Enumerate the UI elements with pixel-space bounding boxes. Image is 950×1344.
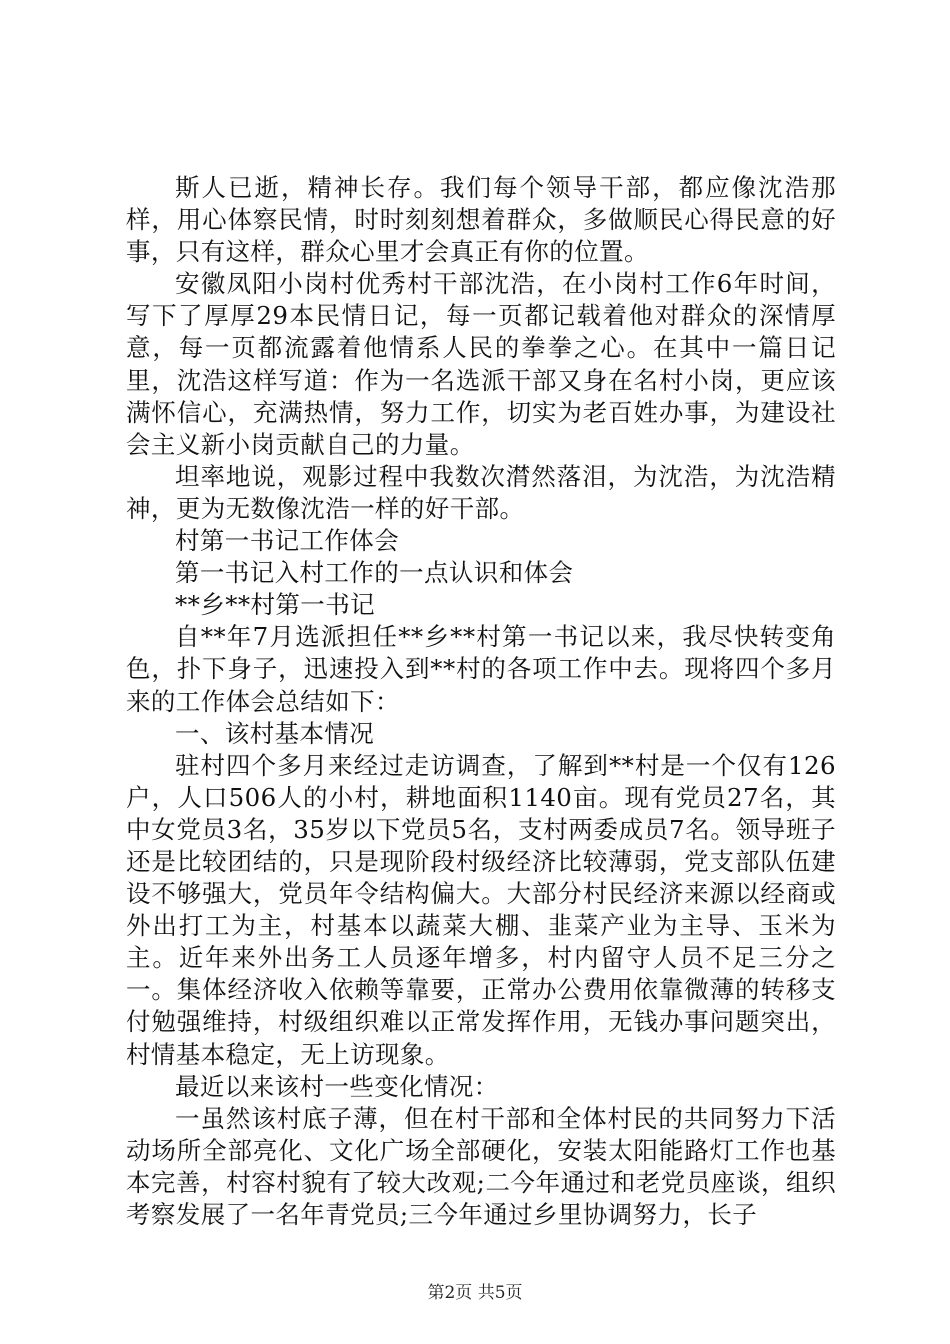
paragraph-recent-changes: 一虽然该村底子薄，但在村干部和全体村民的共同努力下活动场所全部亮化、文化广场全部硬化，安装太阳能路灯工作也基本完善，村容村貌有了较大改观;二今年通过和老党员座谈，组织考察发展了一名年青党员;三今年通过乡里协调努力，长子 bbox=[126, 1103, 836, 1229]
heading-recent-changes: 最近以来该村一些变化情况： bbox=[175, 1071, 499, 1101]
page-number-footer: 第2页 共5页 bbox=[427, 1283, 523, 1303]
document-body bbox=[126, 172, 836, 1231]
paragraph-film-reflection: 坦率地说，观影过程中我数次潸然落泪，为沈浩，为沈浩精神，更为无数像沈浩一样的好干部。 bbox=[126, 461, 836, 523]
paragraph-shen-hao-diary: 安徽凤阳小岗村优秀村干部沈浩，在小岗村工作6年时间，写下了厚厚29本民情日记，每一页都记载着他对群众的深情厚意，每一页都流露着他情系人民的拳拳之心。在其中一篇日记里，沈浩这样写道：作为一名选派干部又身在名村小岗，更应该满怀信心，充满热情，努力工作，切实为老百姓办事，为建设社会主义新小岗贡献自己的力量。 bbox=[126, 269, 836, 459]
heading-village-basics: 一、该村基本情况 bbox=[175, 718, 375, 748]
paragraph-spirit: 斯人已逝，精神长存。我们每个领导干部，都应像沈浩那样，用心体察民情，时时刻刻想着群众，多做顺民心得民意的好事，只有这样，群众心里才会真正有你的位置。 bbox=[126, 173, 836, 267]
paragraph-introduction: 自**年7月选派担任**乡**村第一书记以来，我尽快转变角色，扑下身子，迅速投入到**村的各项工作中去。现将四个多月来的工作体会总结如下： bbox=[126, 622, 836, 716]
section-title: 村第一书记工作体会 bbox=[175, 526, 400, 556]
article-title: 第一书记入村工作的一点认识和体会 bbox=[175, 558, 574, 588]
paragraph-village-basics: 驻村四个多月来经过走访调查，了解到**村是一个仅有126户，人口506人的小村，耕地面积1140亩。现有党员27名，其中女党员3名，35岁以下党员5名，支村两委成员7名。领导班子还是比较团结的，只是现阶段村级经济比较薄弱，党支部队伍建设不够强大，党员年令结构偏大。大部分村民经济来源以经商或外出打工为主，村基本以蔬菜大棚、韭菜产业为主导、玉米为主。近年来外出务工人员逐年增多，村内留守人员不足三分之一。集体经济收入依赖等靠要，正常办公费用依靠微薄的转移支付勉强维持，村级组织难以正常发挥作用，无钱办事问题突出，村情基本稳定，无上访现象。 bbox=[126, 750, 836, 1069]
article-author: **乡**村第一书记 bbox=[175, 590, 375, 620]
